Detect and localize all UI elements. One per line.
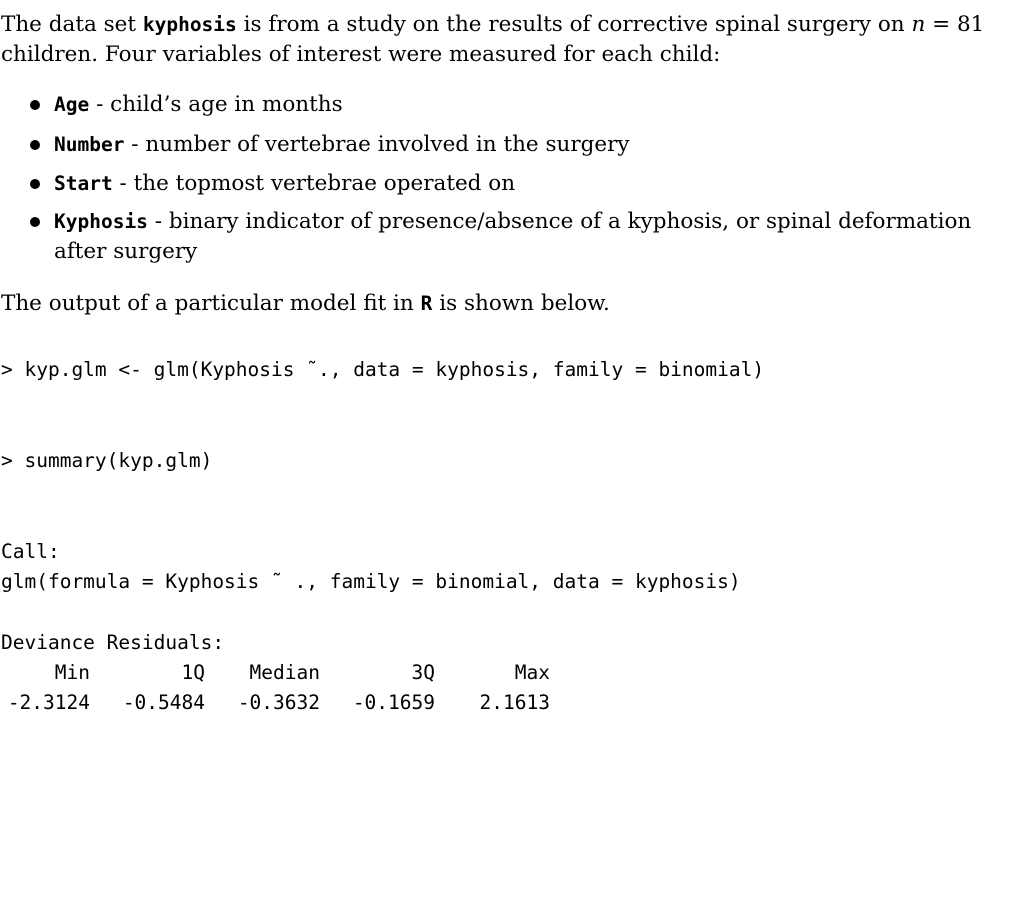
model-intro — [1, 289, 610, 319]
list-item — [54, 130, 630, 160]
bullet-icon — [30, 100, 40, 110]
dataset-name: kyphosis — [142, 13, 237, 36]
variable-description: - child’s age in months — [89, 92, 343, 117]
intro-line-1 — [1, 10, 984, 40]
call-formula: glm(formula = Kyphosis ˜ ., family = binomial, data = kyphosis) — [1, 570, 741, 593]
intro-text-1: The data set — [1, 12, 143, 37]
residual-header: 3Q — [411, 661, 435, 684]
bullet-icon — [30, 217, 40, 227]
n-symbol: n — [911, 12, 926, 37]
variable-description: - the topmost vertebrae operated on — [112, 171, 516, 196]
intro-text-3: = 81 — [925, 12, 985, 37]
residual-header: Max — [514, 661, 550, 684]
deviance-label: Deviance Residuals: — [1, 631, 225, 654]
model-intro-text-1: The output of a particular model fit in — [1, 291, 421, 316]
residual-header: Min — [54, 661, 90, 684]
model-intro-text-2: is shown below. — [432, 291, 610, 316]
bullet-icon — [30, 140, 40, 150]
intro-text-2: is from a study on the results of corrective spinal surgery on — [236, 12, 912, 37]
variable-name: Number — [54, 133, 125, 156]
variable-name: Start — [54, 172, 113, 195]
summary-command: > summary(kyp.glm) — [1, 449, 213, 472]
residual-header-row — [0, 658, 550, 688]
variable-description: - number of vertebrae involved in the surgery — [124, 132, 630, 157]
variable-description: - binary indicator of presence/absence of a kyphosis, or spinal deformation — [147, 209, 972, 234]
list-item — [54, 90, 343, 120]
residual-value: -0.5484 — [122, 691, 205, 714]
residual-value: -0.3632 — [237, 691, 320, 714]
residual-value: -2.3124 — [7, 691, 90, 714]
call-label: Call: — [1, 540, 60, 563]
fit-command: > kyp.glm <- glm(Kyphosis ˜., data = kyphosis, family = binomial) — [1, 358, 765, 381]
bullet-icon — [30, 179, 40, 189]
residual-header: Median — [249, 661, 320, 684]
residual-value-row — [0, 688, 550, 718]
list-item-continuation — [54, 237, 197, 267]
residual-value: 2.1613 — [479, 691, 550, 714]
residual-header: 1Q — [181, 661, 205, 684]
variable-name: Age — [54, 93, 90, 116]
list-item — [54, 207, 971, 237]
variable-name: Kyphosis — [54, 210, 148, 233]
variable-description-continuation: after surgery — [54, 239, 198, 264]
intro-line-2: children. Four variables of interest were measured for each child: — [1, 42, 721, 67]
software-name: R — [420, 292, 433, 315]
residual-value: -0.1659 — [352, 691, 435, 714]
list-item — [54, 169, 515, 199]
